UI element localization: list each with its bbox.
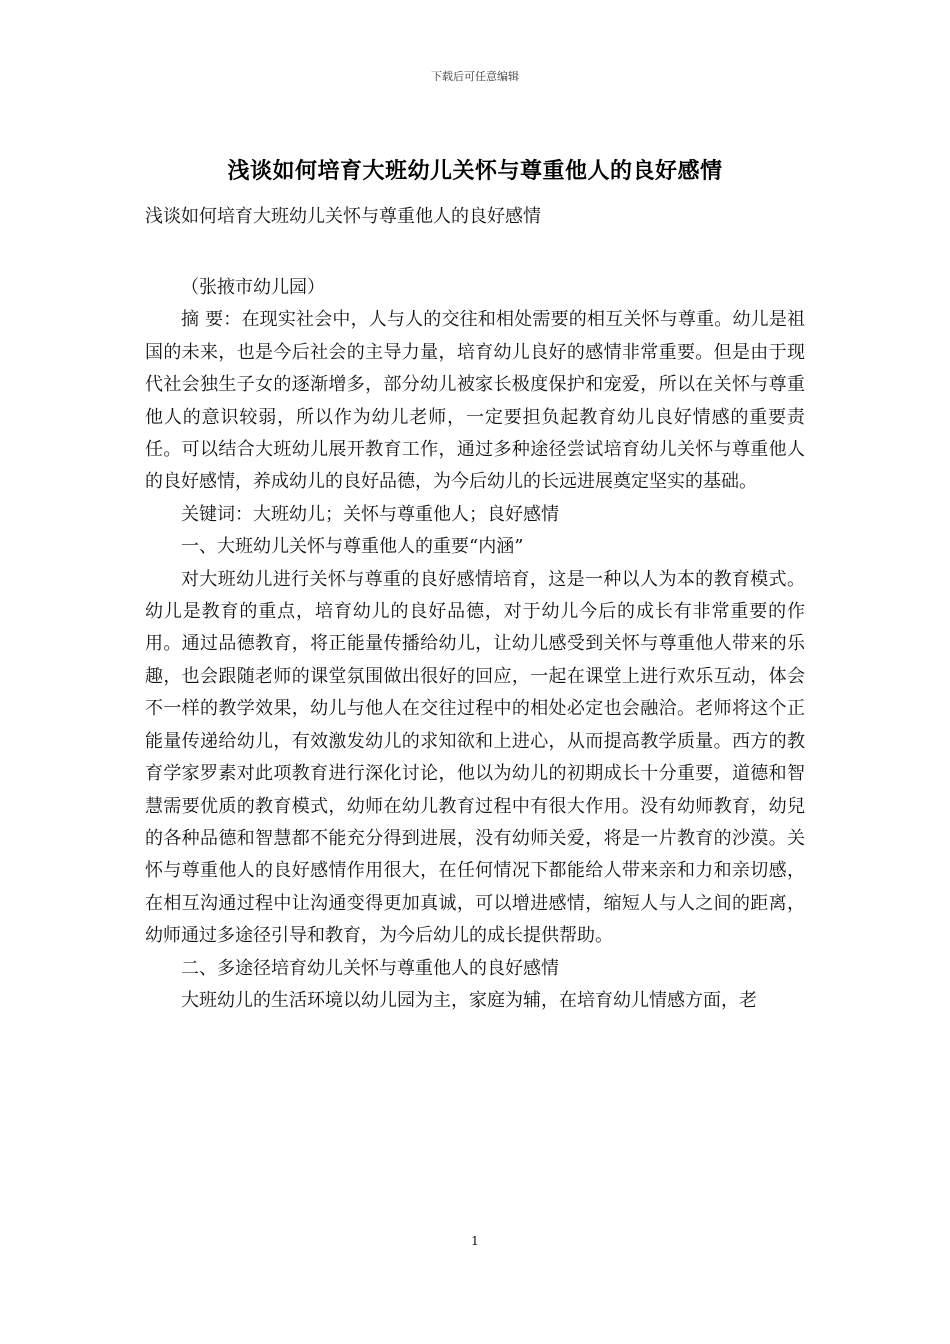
author-line: （张掖市幼儿园） xyxy=(181,277,325,298)
document-subtitle: 浅谈如何培育大班幼儿关怀与尊重他人的良好感情 xyxy=(145,206,541,227)
abstract-paragraph: 摘 要：在现实社会中，人与人的交往和相处需要的相互关怀与尊重。幼儿是祖国的未来，也是今后社会的主导力量，培育幼儿良好的感情非常重要。但是由于现代社会独生子女的逐渐增多，部分幼儿被家长极度保护和宠爱，所以在关怀与尊重他人的意识较弱，所以作为幼儿老师，一定要担负起教育幼儿良好情感的重要责任。可以结合大班幼儿展开教育工作，通过多种途径尝试培育幼儿关怀与尊重他人的良好感情，养成幼儿的良好品德，为今后幼儿的长远进展奠定坚实的基础。 xyxy=(145,309,805,493)
document-title: 浅谈如何培育大班幼儿关怀与尊重他人的良好感情 xyxy=(227,159,723,184)
header-note: 下载后可任意编辑 xyxy=(431,70,519,83)
keywords-line: 关键词：大班幼儿；关怀与尊重他人；良好感情 xyxy=(181,503,559,525)
page-number: 1 xyxy=(471,1234,479,1248)
section-heading: 一、大班幼儿关怀与尊重他人的重要“内涵” xyxy=(181,536,524,558)
document-body xyxy=(145,272,805,1017)
body-paragraph: 大班幼儿的生活环境以幼儿园为主，家庭为辅，在培育幼儿情感方面，老 xyxy=(181,989,757,1011)
body-paragraph: 对大班幼儿进行关怀与尊重的良好感情培育，这是一种以人为本的教育模式。幼儿是教育的重点，培育幼儿的良好品德，对于幼儿今后的成长有非常重要的作用。通过品德教育，将正能量传播给幼儿，让幼儿感受到关怀与尊重他人带来的乐趣，也会跟随老师的课堂氛围做出很好的回应，一起在课堂上进行欢乐互动，体会不一样的教学效果，幼儿与他人在交往过程中的相处必定也会融洽。老师将这个正能量传递给幼儿，有效激发幼儿的求知欲和上进心，从而提高教学质量。西方的教育学家罗素对此项教育进行深化讨论，他以为幼儿的初期成长十分重要，道德和智慧需要优质的教育模式，幼师在幼儿教育过程中有很大作用。没有幼师教育，幼兒的各种品德和智慧都不能充分得到进展，没有幼师关爱，将是一片教育的沙漠。关怀与尊重他人的良好感情作用很大，在任何情况下都能给人带来亲和力和亲切感，在相互沟通过程中让沟通变得更加真诚，可以增进感情，缩短人与人之间的距离，幼师通过多途径引导和教育，为今后幼儿的成长提供帮助。 xyxy=(145,568,805,947)
section-heading: 二、多途径培育幼儿关怀与尊重他人的良好感情 xyxy=(181,957,559,979)
